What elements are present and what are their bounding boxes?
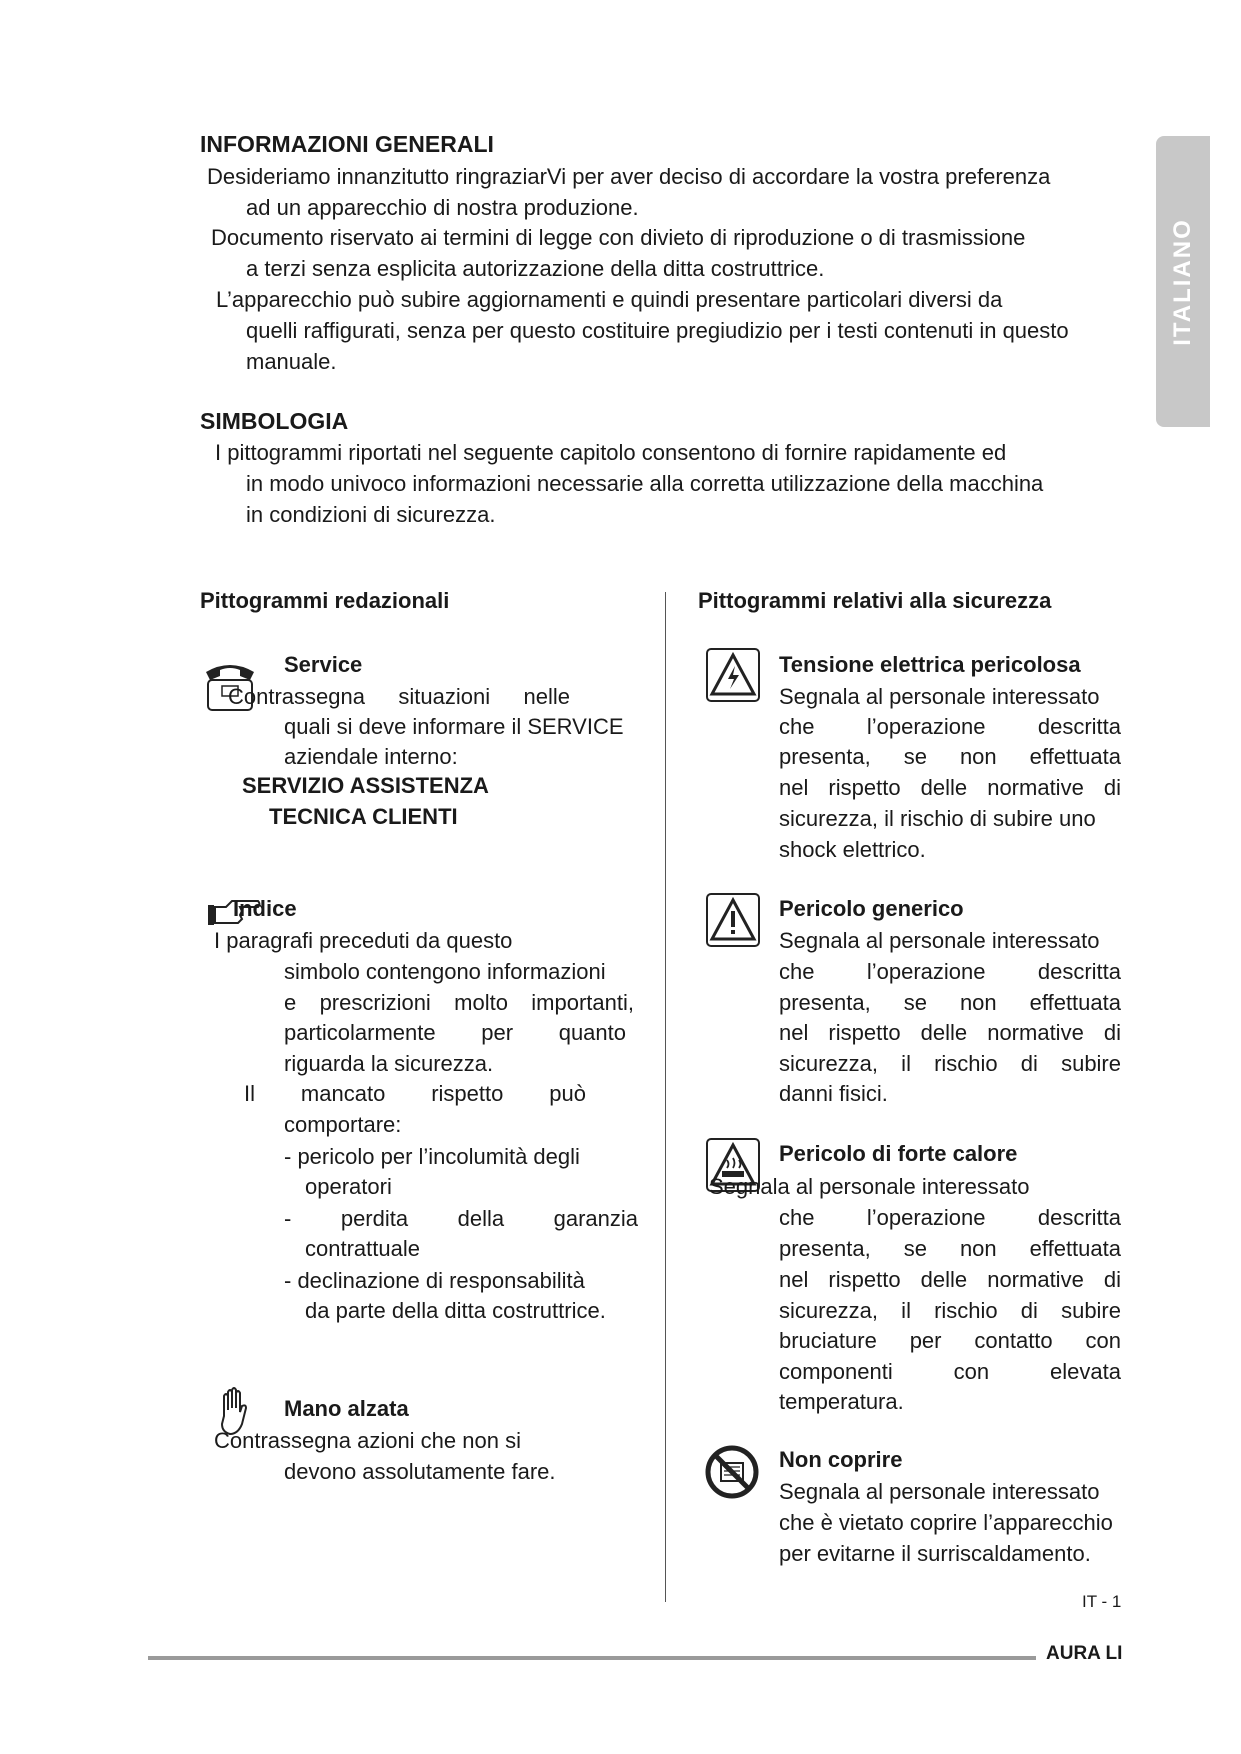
general-p3-line3: manuale. [246,349,337,374]
calore-line6: bruciature per contatto con [779,1328,1121,1353]
tensione-title: Tensione elettrica pericolosa [779,652,1081,677]
coprire-line1: Segnala al personale interessato [779,1479,1100,1504]
generico-line5: sicurezza, il rischio di subire [779,1051,1121,1076]
generico-line1: Segnala al personale interessato [779,928,1100,953]
column-divider [665,592,666,1602]
calore-line5: sicurezza, il rischio di subire [779,1298,1121,1323]
general-p1-line1: Desideriamo innanzitutto ringraziarVi per aver deciso di accordare la vostra preferenza [207,164,1051,189]
general-info-title: INFORMAZIONI GENERALI [200,131,494,157]
service-line2: quali si deve informare il SERVICE [284,714,624,739]
right-column-heading: Pittogrammi relativi alla sicurezza [698,588,1052,613]
generico-line3: presenta, se non effettuata [779,990,1121,1015]
general-danger-icon [706,893,760,947]
indice-bullet3-line1: - declinazione di responsabilità [284,1268,585,1293]
symbology-line3: in condizioni di sicurezza. [246,502,496,527]
general-p2-line2: a terzi senza esplicita autorizzazione della ditta costruttrice. [246,256,825,281]
footer-rule [148,1656,1036,1660]
service-title: Service [284,652,363,677]
generico-line4: nel rispetto delle normative di [779,1020,1121,1045]
model-name: AURA LI [1046,1643,1123,1664]
tensione-line6: shock elettrico. [779,837,926,862]
mano-alzata-line1: Contrassegna azioni che non si [214,1428,521,1453]
tensione-line3: presenta, se non effettuata [779,744,1121,769]
page-number: IT - 1 [1082,1592,1122,1611]
indice-line4: particolarmente per quanto [284,1020,626,1045]
indice-bullet1-line1: - pericolo per l’incolumità degli [284,1144,580,1169]
calore-line4: nel rispetto delle normative di [779,1267,1121,1292]
indice-bullet1-line2: operatori [305,1174,392,1199]
general-p3-line2: quelli raffigurati, senza per questo costituire pregiudizio per i testi contenuti in questo [246,318,1069,343]
generico-line2: che l’operazione descritta [779,959,1121,984]
indice-line2: simbolo contengono informazioni [284,959,606,984]
generico-line6: danni fisici. [779,1081,888,1106]
calore-line2: che l’operazione descritta [779,1205,1121,1230]
service-line3: aziendale interno: [284,744,458,769]
do-not-cover-icon [704,1444,760,1500]
calore-line1: Segnala al personale interessato [709,1174,1030,1199]
calore-line7: componenti con elevata [779,1359,1121,1384]
indice-line1: I paragrafi preceduti da questo [214,928,513,953]
indice-line5: riguarda la sicurezza. [284,1051,494,1076]
generico-title: Pericolo generico [779,896,964,921]
tensione-line2: che l’operazione descritta [779,714,1121,739]
tensione-line1: Segnala al personale interessato [779,684,1100,709]
indice-bullet2-line1: - perdita della garanzia [284,1206,638,1231]
calore-line3: presenta, se non effettuata [779,1236,1121,1261]
tensione-line4: nel rispetto delle normative di [779,775,1121,800]
service-department-line1: SERVIZIO ASSISTENZA [242,773,489,798]
service-department-line2: TECNICA CLIENTI [269,804,458,829]
tensione-line5: sicurezza, il rischio di subire uno [779,806,1096,831]
left-column-heading: Pittogrammi redazionali [200,588,450,613]
mano-alzata-title: Mano alzata [284,1396,409,1421]
calore-line8: temperatura. [779,1389,904,1414]
service-line1: Contrassegna situazioni nelle [228,684,570,709]
coprire-line2: che è vietato coprire l’apparecchio [779,1510,1113,1535]
indice-bullet2-line2: contrattuale [305,1236,420,1261]
general-p2-line1: Documento riservato ai termini di legge con divieto di riproduzione o di trasmissione [211,225,1026,250]
general-p3-line1: L’apparecchio può subire aggiornamenti e quindi presentare particolari diversi da [216,287,1003,312]
language-tab-label: ITALIANO [1169,217,1196,346]
general-p1-line2: ad un apparecchio di nostra produzione. [246,195,639,220]
electric-shock-warning-icon [706,648,760,702]
indice-bullet3-line2: da parte della ditta costruttrice. [305,1298,606,1323]
indice-line7: comportare: [284,1112,402,1137]
calore-title: Pericolo di forte calore [779,1141,1018,1166]
mano-alzata-line2: devono assolutamente fare. [284,1459,556,1484]
coprire-line3: per evitarne il surriscaldamento. [779,1541,1091,1566]
symbology-title: SIMBOLOGIA [200,408,349,434]
indice-line3: e prescrizioni molto importanti, [284,990,634,1015]
symbology-line1: I pittogrammi riportati nel seguente capitolo consentono di fornire rapidamente ed [215,440,1007,465]
language-tab [1156,136,1210,427]
symbology-line2: in modo univoco informazioni necessarie alla corretta utilizzazione della macchina [246,471,1044,496]
coprire-title: Non coprire [779,1447,903,1472]
indice-line6: Il mancato rispetto può [244,1081,586,1106]
indice-title: Indice [233,896,297,921]
